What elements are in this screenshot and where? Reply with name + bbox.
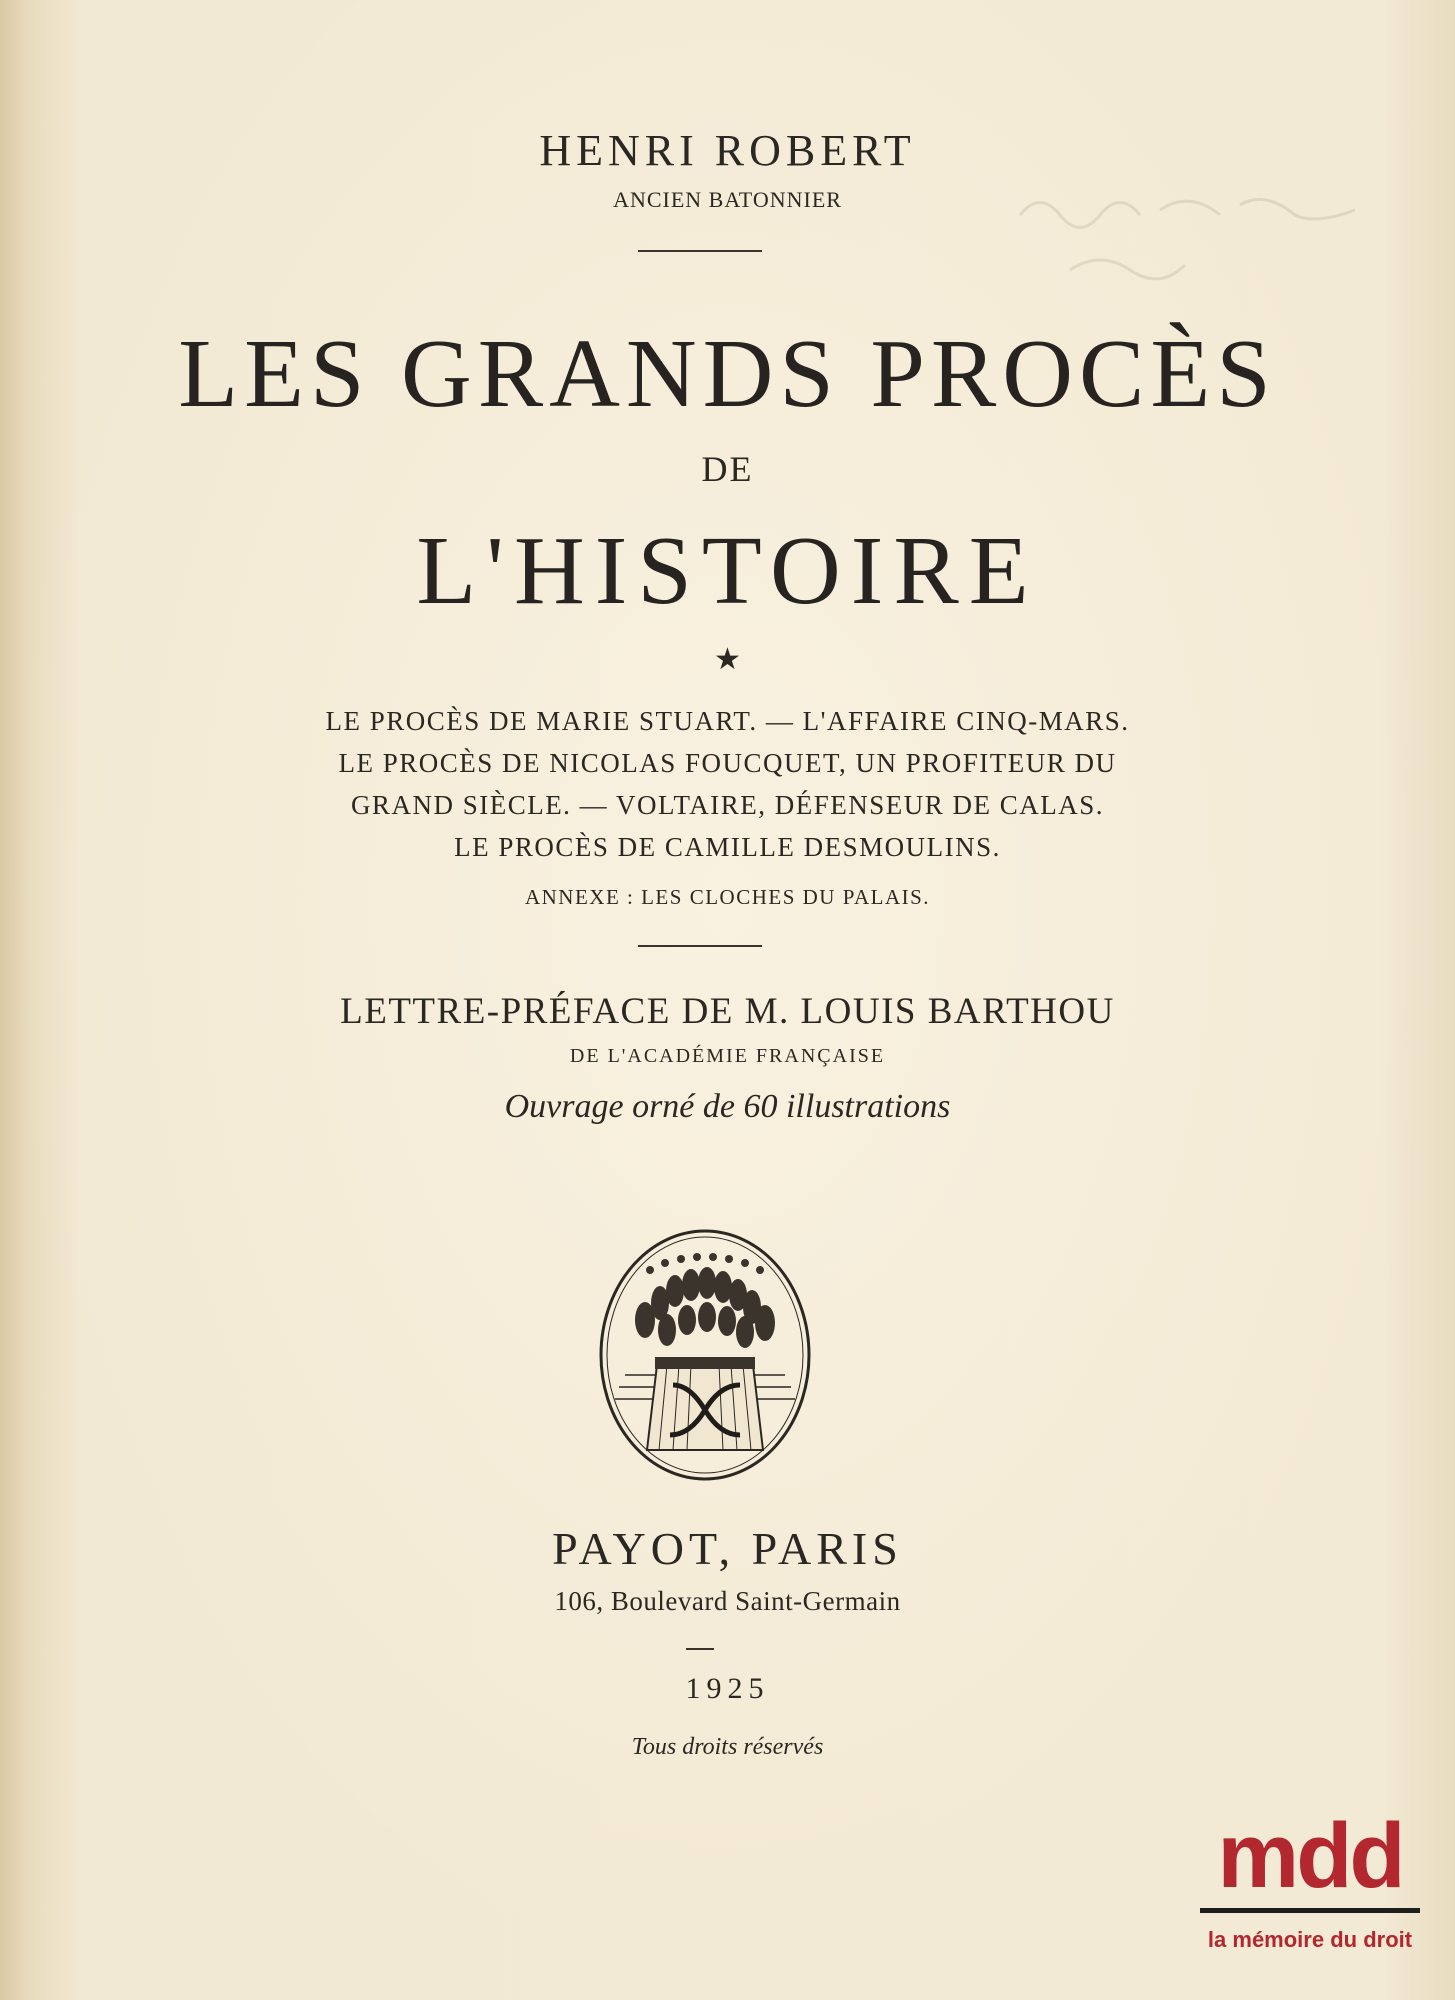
main-title-line2: L'HISTOIRE [416,517,1039,625]
logo-mark: mdd [1217,1805,1403,1907]
main-title-line1: LES GRANDS PROCÈS [178,320,1277,428]
logo-bar [1200,1908,1420,1913]
author-title: ANCIEN BATONNIER [613,187,842,212]
contents-line: LE PROCÈS DE MARIE STUART. — L'AFFAIRE CINQ-MARS. [325,706,1130,736]
preface-affiliation: DE L'ACADÉMIE FRANÇAISE [569,1045,886,1067]
contents-line: LE PROCÈS DE CAMILLE DESMOULINS. [454,832,1001,862]
publication-year: 1925 [685,1672,770,1705]
contents-line: LE PROCÈS DE NICOLAS FOUCQUET, UN PROFITEUR DU [338,748,1117,778]
rights-note: Tous droits réservés [631,1734,824,1760]
contents-list [0,700,1455,868]
illustrations-note: Ouvrage orné de 60 illustrations [504,1088,951,1125]
publisher-address: 106, Boulevard Saint-Germain [554,1586,901,1616]
contents-line: GRAND SIÈCLE. — VOLTAIRE, DÉFENSEUR DE CALAS. [350,790,1105,820]
divider-top [638,250,762,252]
divider-middle [638,945,762,947]
mdd-logo [1190,1805,1430,1985]
volume-star-icon: ★ [714,643,741,676]
divider-bottom [686,1648,714,1650]
publisher-name: PAYOT, PARIS [552,1523,903,1574]
logo-tagline: la mémoire du droit [1207,1927,1413,1952]
publisher-emblem-icon [595,1225,815,1485]
main-title-connector: DE [701,449,754,489]
annexe-line: ANNEXE : LES CLOCHES DU PALAIS. [524,885,931,909]
author-name: HENRI ROBERT [539,126,916,175]
preface-line: LETTRE-PRÉFACE DE M. LOUIS BARTHOU [340,991,1115,1032]
